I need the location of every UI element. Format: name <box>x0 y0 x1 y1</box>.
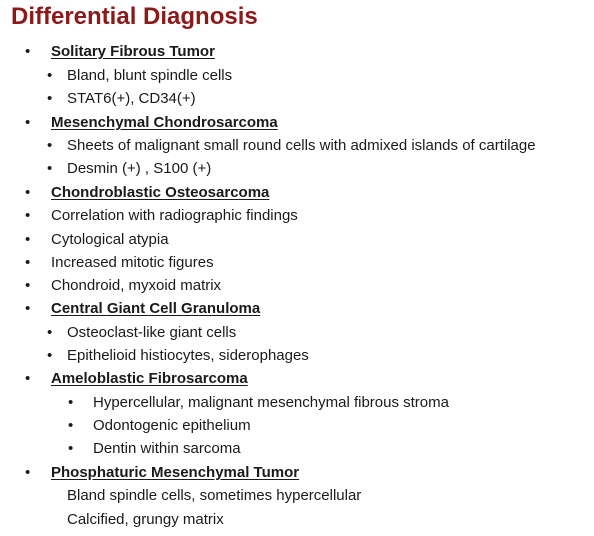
section-heading-central-giant-cell-granuloma: Central Giant Cell Granuloma <box>51 300 261 317</box>
list-item: Correlation with radiographic findings <box>51 207 298 224</box>
list-item: STAT6(+), CD34(+) <box>67 90 196 107</box>
list-item: Increased mitotic figures <box>51 254 214 271</box>
list-item: Bland, blunt spindle cells <box>67 67 233 84</box>
list-item: Bland spindle cells, sometimes hypercellular <box>67 487 362 504</box>
section-heading-mesenchymal-chondrosarcoma: Mesenchymal Chondrosarcoma <box>51 114 278 131</box>
sub-bullet: • <box>47 347 53 364</box>
list-item: Dentin within sarcoma <box>93 440 241 457</box>
bullet: • <box>25 464 31 481</box>
bullet: • <box>25 254 31 271</box>
section-heading-chondroblastic-osteosarcoma: Chondroblastic Osteosarcoma <box>51 184 270 201</box>
slide-title: Differential Diagnosis <box>11 3 258 30</box>
sub-bullet: • <box>47 137 53 154</box>
list-item: Cytological atypia <box>51 231 169 248</box>
bullet: • <box>25 184 31 201</box>
sub-bullet: • <box>47 160 53 177</box>
list-item: Calcified, grungy matrix <box>67 511 224 528</box>
list-item: Odontogenic epithelium <box>93 417 251 434</box>
sub-bullet: • <box>47 90 53 107</box>
bullet: • <box>25 277 31 294</box>
list-item: Sheets of malignant small round cells with admixed islands of cartilage <box>67 137 536 154</box>
sub-bullet: • <box>47 67 53 84</box>
bullet: • <box>25 114 31 131</box>
bullet: • <box>25 300 31 317</box>
list-item: Osteoclast-like giant cells <box>67 324 237 341</box>
section-heading-solitary-fibrous-tumor: Solitary Fibrous Tumor <box>51 43 215 60</box>
list-item: Hypercellular, malignant mesenchymal fibrous stroma <box>93 394 449 411</box>
bullet: • <box>25 207 31 224</box>
bullet: • <box>25 231 31 248</box>
list-item: Chondroid, myxoid matrix <box>51 277 222 294</box>
sub-bullet: • <box>68 394 74 411</box>
sub-bullet: • <box>68 417 74 434</box>
bullet: • <box>25 43 31 60</box>
sub-bullet: • <box>47 324 53 341</box>
list-item: Epithelioid histiocytes, siderophages <box>67 347 309 364</box>
sub-bullet: • <box>68 440 74 457</box>
bullet: • <box>25 370 31 387</box>
section-heading-ameloblastic-fibrosarcoma: Ameloblastic Fibrosarcoma <box>51 370 248 387</box>
list-item: Desmin (+) , S100 (+) <box>67 160 212 177</box>
section-heading-phosphaturic-mesenchymal-tumor: Phosphaturic Mesenchymal Tumor <box>51 464 300 481</box>
